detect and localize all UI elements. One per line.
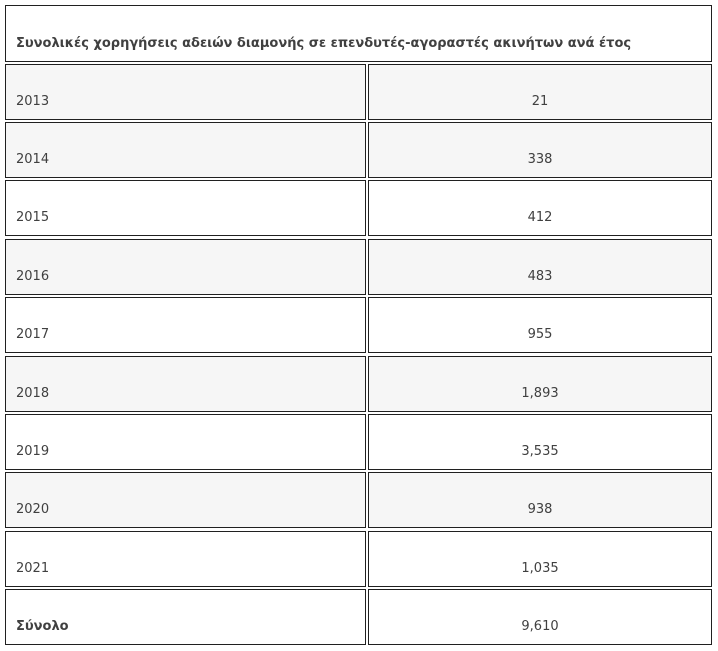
value-cell (368, 356, 712, 412)
year-cell (5, 64, 366, 120)
value-cell (368, 64, 712, 120)
year-cell (5, 472, 366, 528)
value-label: 938 (527, 502, 553, 517)
value-cell (368, 414, 712, 470)
year-label: 2021 (16, 561, 50, 576)
total-value: 9,610 (521, 619, 559, 634)
value-label: 21 (531, 94, 549, 109)
year-cell (5, 356, 366, 412)
year-cell (5, 180, 366, 236)
year-label: 2020 (16, 502, 50, 517)
year-cell (5, 122, 366, 178)
year-cell (5, 531, 366, 587)
value-label: 412 (527, 210, 553, 225)
table-row-2016 (5, 239, 712, 295)
year-cell (5, 414, 366, 470)
total-value-cell (368, 589, 712, 645)
value-cell (368, 531, 712, 587)
year-label: 2016 (16, 269, 50, 284)
value-cell (368, 239, 712, 295)
table-row-2015 (5, 180, 712, 236)
value-label: 955 (527, 327, 553, 342)
value-label: 338 (527, 152, 553, 167)
table-row-2014 (5, 122, 712, 178)
year-label: 2017 (16, 327, 50, 342)
table-row-2017 (5, 297, 712, 353)
data-table (5, 5, 712, 647)
year-label: 2015 (16, 210, 50, 225)
year-label: 2013 (16, 94, 50, 109)
value-label: 3,535 (521, 444, 559, 459)
table-row-2021 (5, 531, 712, 587)
value-cell (368, 180, 712, 236)
total-label: Σύνολο (16, 619, 69, 634)
table-row-2013 (5, 64, 712, 120)
total-label-cell (5, 589, 366, 645)
table-row-2018 (5, 356, 712, 412)
value-label: 483 (527, 269, 553, 284)
year-label: 2019 (16, 444, 50, 459)
value-label: 1,893 (521, 386, 559, 401)
year-label: 2014 (16, 152, 50, 167)
table-row-total (5, 589, 712, 645)
value-cell (368, 472, 712, 528)
value-cell (368, 122, 712, 178)
value-cell (368, 297, 712, 353)
table-title-row (5, 5, 712, 62)
table-title: Συνολικές χορηγήσεις αδειών διαμονής σε επενδυτές-αγοραστές ακινήτων ανά έτος (16, 36, 632, 51)
year-cell (5, 297, 366, 353)
year-label: 2018 (16, 386, 50, 401)
year-cell (5, 239, 366, 295)
table-row-2019 (5, 414, 712, 470)
value-label: 1,035 (521, 561, 559, 576)
table-row-2020 (5, 472, 712, 528)
